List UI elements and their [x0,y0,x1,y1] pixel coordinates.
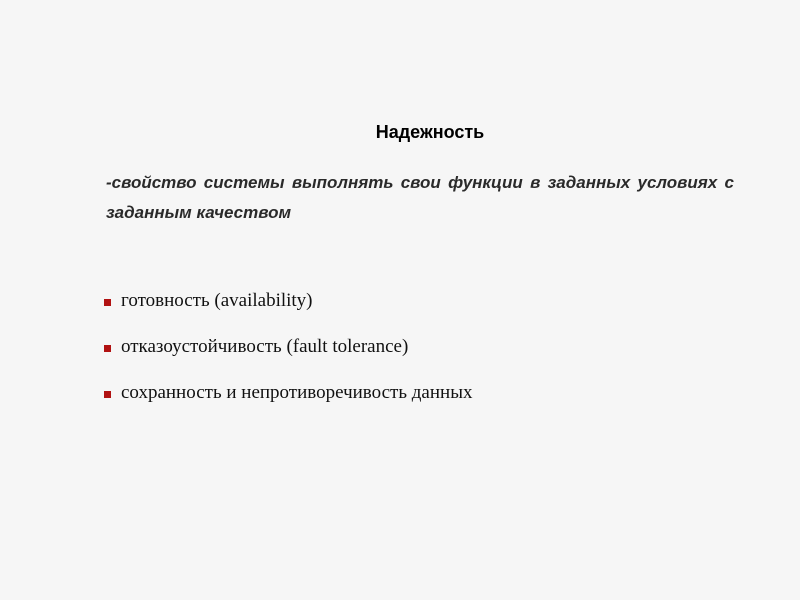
bullet-text-fault-tolerance: отказоустойчивость (fault tolerance) [121,336,409,357]
bullet-text-availability: готовность (availability) [121,290,313,311]
bullet-list [104,286,472,424]
square-bullet-icon [104,345,111,352]
list-item [104,286,472,332]
square-bullet-icon [104,391,111,398]
bullet-text-data-integrity: сохранность и непротиворечивость данных [121,382,473,403]
list-item [104,378,472,424]
slide-title: Надежность [375,122,485,142]
square-bullet-icon [104,299,111,306]
definition-text: -свойство системы выполнять свои функции в заданных условиях с заданным качеством [106,173,734,222]
list-item [104,332,472,378]
